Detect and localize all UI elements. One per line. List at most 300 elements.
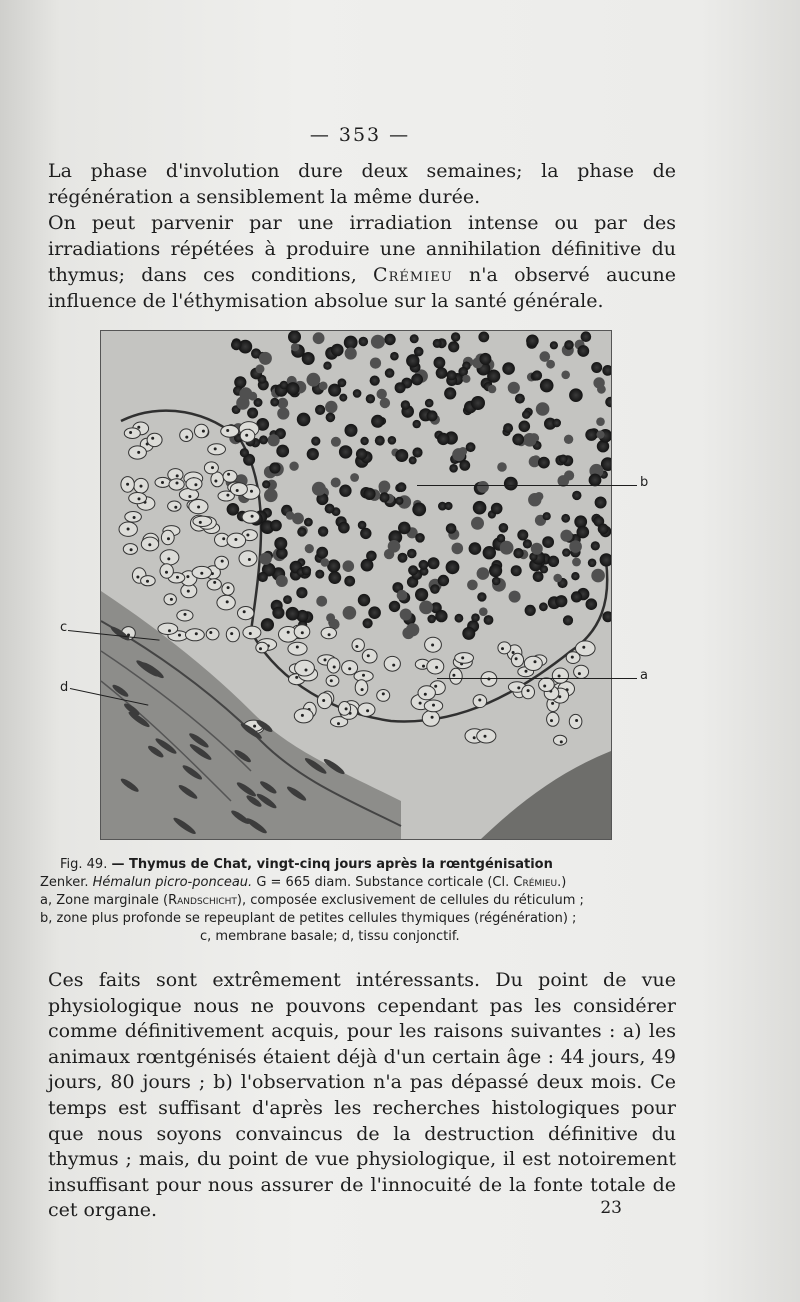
lymphocyte xyxy=(523,539,532,548)
lymphocyte xyxy=(339,394,347,402)
lymphocyte xyxy=(469,542,482,555)
lymphocyte xyxy=(345,424,358,437)
lymphocyte xyxy=(326,613,335,622)
nucleolus xyxy=(527,689,530,692)
reticulum-cell xyxy=(377,690,390,702)
lymphocyte xyxy=(270,520,282,532)
lymphocyte xyxy=(503,423,513,433)
nucleolus xyxy=(328,633,331,636)
lymphocyte xyxy=(479,607,488,616)
micrograph-illustration xyxy=(101,331,611,839)
lymphocyte xyxy=(489,564,502,577)
lymphocyte xyxy=(446,370,456,380)
reticulum-cell xyxy=(129,493,147,504)
nucleolus xyxy=(296,646,299,649)
reticulum-cell xyxy=(427,659,444,674)
nucleolus xyxy=(512,651,515,654)
lymphocyte xyxy=(438,575,449,586)
lymphocyte xyxy=(484,615,494,625)
lymphocyte xyxy=(542,536,554,548)
lymphocyte xyxy=(350,473,359,482)
nucleolus xyxy=(137,426,140,429)
paragraph-text: n'a observé aucune influence de l'éthymisation absolue sur la santé générale. xyxy=(48,264,676,312)
lymphocyte xyxy=(359,337,369,347)
nucleolus xyxy=(200,572,203,575)
nucleolus xyxy=(126,483,129,486)
paragraph-irradiation xyxy=(48,210,676,314)
lymphocyte xyxy=(459,460,470,471)
lymphocyte xyxy=(540,565,548,573)
caption-text: ), composée exclusivement de cellules du réticulum ; xyxy=(236,893,584,908)
nucleolus xyxy=(251,515,254,518)
lymphocyte xyxy=(344,576,355,587)
caption-text: Zenker. xyxy=(40,875,93,890)
lymphocyte xyxy=(286,382,299,395)
lymphocyte xyxy=(562,548,570,556)
lymphocyte xyxy=(305,544,314,553)
lymphocyte xyxy=(488,385,496,393)
lymphocyte xyxy=(477,567,490,580)
reticulum-cell xyxy=(511,653,523,666)
nucleolus xyxy=(322,699,325,702)
lymphocyte xyxy=(339,445,352,458)
lymphocyte xyxy=(508,382,520,394)
paragraph-involution: La phase d'involution dure deux semaines; la phase de régénération a sensiblement la même durée. xyxy=(48,160,676,208)
lymphocyte xyxy=(466,442,476,452)
reticulum-cell xyxy=(158,623,178,634)
reticulum-cell xyxy=(498,642,511,654)
lymphocyte xyxy=(380,398,390,408)
nucleolus xyxy=(187,590,190,593)
lymphocyte xyxy=(276,575,288,587)
nucleolus xyxy=(184,613,187,616)
lymphocyte xyxy=(292,513,304,525)
lymphocyte xyxy=(307,373,321,387)
lymphocyte xyxy=(407,549,417,559)
nucleolus xyxy=(127,528,130,531)
lymphocyte xyxy=(307,448,319,460)
lymphocyte xyxy=(363,488,375,500)
paragraph-text: On peut parvenir par une irradiation intense ou par des irradiations répétées à produire une annihilation définitive du thymus; dans ces conditions, xyxy=(48,212,676,286)
lymphocyte xyxy=(360,437,368,445)
lymphocyte xyxy=(262,480,270,488)
lymphocyte xyxy=(563,615,573,625)
nucleolus xyxy=(582,646,585,649)
reticulum-cell xyxy=(327,658,340,673)
lymphocyte xyxy=(598,524,609,535)
nucleolus xyxy=(361,688,364,691)
nucleolus xyxy=(234,538,237,541)
nucleolus xyxy=(199,521,202,524)
lymphocyte xyxy=(315,570,324,579)
nucleolus xyxy=(161,481,164,484)
lymphocyte xyxy=(247,408,258,419)
lymphocyte xyxy=(499,523,509,533)
lymphocyte xyxy=(353,389,362,398)
page-number: — 353 — xyxy=(309,124,411,146)
lymphocyte xyxy=(315,405,325,415)
nucleolus xyxy=(575,719,578,722)
lymphocyte xyxy=(384,549,394,559)
caption-line-4: b, zone plus profonde se repeuplant de petites cellules thymiques (régénération) ; xyxy=(40,911,577,926)
lymphocyte xyxy=(398,522,411,535)
lymphocyte xyxy=(388,436,397,445)
nucleolus xyxy=(176,482,179,485)
lymphocyte xyxy=(540,351,551,362)
lymphocyte xyxy=(512,434,524,446)
reticulum-cell xyxy=(288,642,307,655)
lymphocyte xyxy=(328,571,341,584)
lymphocyte xyxy=(561,371,570,380)
nucleolus xyxy=(167,537,170,540)
lymphocyte xyxy=(331,344,344,357)
lymphocyte xyxy=(555,595,567,607)
lymphocyte xyxy=(433,339,442,348)
lymphocyte xyxy=(302,566,311,575)
lymphocyte xyxy=(406,354,419,367)
lymphocyte xyxy=(415,588,428,601)
label-d: d xyxy=(60,680,69,695)
lymphocyte xyxy=(240,448,249,457)
nucleolus xyxy=(305,669,308,672)
lymphocyte xyxy=(497,534,505,542)
lymphocyte xyxy=(410,334,419,343)
lymphocyte xyxy=(415,533,425,543)
lymphocyte xyxy=(577,526,590,539)
lymphocyte xyxy=(409,456,417,464)
nucleolus xyxy=(221,560,224,563)
reticulum-cell xyxy=(539,678,555,692)
nucleolus xyxy=(226,429,229,432)
lymphocyte xyxy=(552,419,561,428)
lymphocyte xyxy=(283,595,292,604)
nucleolus xyxy=(174,506,177,509)
lymphocyte xyxy=(448,341,459,352)
nucleolus xyxy=(226,494,229,497)
lymphocyte xyxy=(449,464,458,473)
lymphocyte xyxy=(395,382,406,393)
lymphocyte xyxy=(297,413,311,427)
reticulum-cell xyxy=(124,428,140,439)
reticulum-cell xyxy=(418,686,435,700)
lymphocyte xyxy=(259,553,271,565)
lymphocyte xyxy=(390,352,399,361)
lymphocyte xyxy=(502,362,515,375)
nucleolus xyxy=(140,485,143,488)
caption-text: G = 665 diam. Substance corticale (Cl. xyxy=(252,875,514,890)
nucleolus xyxy=(136,576,139,579)
reticulum-cell xyxy=(422,711,439,727)
nucleolus xyxy=(515,657,518,660)
lymphocyte xyxy=(539,602,548,611)
nucleolus xyxy=(168,629,171,632)
lymphocyte xyxy=(319,382,328,391)
lymphocyte xyxy=(274,537,287,550)
nucleolus xyxy=(170,598,173,601)
lymphocyte xyxy=(412,503,426,517)
nucleolus xyxy=(543,685,546,688)
nucleolus xyxy=(550,719,553,722)
nucleolus xyxy=(194,483,197,486)
caption-term: Randschicht xyxy=(168,893,237,908)
lymphocyte xyxy=(395,497,403,505)
caption-text: .) xyxy=(557,875,567,890)
lymphocyte xyxy=(316,596,327,607)
nucleolus xyxy=(324,658,327,661)
nucleolus xyxy=(227,473,230,476)
lymphocyte xyxy=(535,492,544,501)
lymphocyte xyxy=(471,396,485,410)
lymphocyte xyxy=(572,491,581,500)
lymphocyte xyxy=(269,462,280,473)
lymphocyte xyxy=(389,601,400,612)
lymphocyte xyxy=(339,485,351,497)
nucleolus xyxy=(330,679,333,682)
nucleolus xyxy=(571,656,574,659)
nucleolus xyxy=(133,516,136,519)
nucleolus xyxy=(301,631,304,634)
lymphocyte xyxy=(401,400,410,409)
reticulum-cell xyxy=(206,628,219,640)
nucleolus xyxy=(214,480,217,483)
nucleolus xyxy=(226,600,229,603)
nucleolus xyxy=(129,431,132,434)
lymphocyte xyxy=(479,353,491,365)
reticulum-cell xyxy=(168,501,181,511)
reticulum-cell xyxy=(256,642,268,653)
lymphocyte xyxy=(591,541,600,550)
label-b: b xyxy=(640,475,649,490)
lymphocyte xyxy=(497,462,507,472)
lymphocyte xyxy=(343,606,357,620)
nucleolus xyxy=(209,631,212,634)
lymphocyte xyxy=(288,331,301,343)
lymphocyte xyxy=(500,541,514,555)
reticulum-cell xyxy=(547,712,559,726)
reticulum-cell xyxy=(223,470,237,482)
reticulum-cell xyxy=(215,556,229,569)
lymphocyte xyxy=(343,560,355,572)
caption-line-2 xyxy=(40,874,650,892)
figure-title: — Thymus de Chat, vingt-cinq jours après la rœntgénisation xyxy=(111,857,553,872)
figure-number: Fig. 49. xyxy=(60,857,108,872)
lymphocyte xyxy=(588,559,597,568)
lymphocyte xyxy=(543,512,551,520)
signature-mark: 23 xyxy=(600,1198,622,1218)
lymphocyte xyxy=(436,367,448,379)
nucleolus xyxy=(130,548,133,551)
nucleolus xyxy=(452,674,455,677)
lymphocyte xyxy=(452,543,464,555)
reticulum-cell xyxy=(186,478,202,490)
nucleolus xyxy=(259,647,262,650)
nucleolus xyxy=(197,506,200,509)
lymphocyte xyxy=(286,607,300,621)
lymphocyte xyxy=(577,345,589,357)
lymphocyte xyxy=(276,445,289,458)
lymphocyte xyxy=(363,618,373,628)
nucleolus xyxy=(230,632,233,635)
lymphocyte xyxy=(550,341,558,349)
lymphocyte xyxy=(413,420,421,428)
nucleolus xyxy=(432,704,435,707)
lymphocyte xyxy=(268,434,280,446)
lymphocyte xyxy=(523,433,537,447)
nucleolus xyxy=(249,632,252,635)
lymphocyte xyxy=(419,601,433,615)
lymphocyte xyxy=(462,627,475,640)
lymphocyte xyxy=(585,429,597,441)
lymphocyte xyxy=(371,335,385,349)
lymphocyte xyxy=(400,609,412,621)
lymphocyte xyxy=(538,457,550,469)
lymphocyte xyxy=(504,477,518,491)
lymphocyte xyxy=(338,522,350,534)
lymphocyte xyxy=(596,431,604,439)
nucleolus xyxy=(202,430,205,433)
nucleolus xyxy=(473,736,476,739)
lymphocyte xyxy=(428,557,440,569)
lymphocyte xyxy=(561,514,570,523)
reticulum-cell xyxy=(147,433,162,446)
lymphocyte xyxy=(540,379,554,393)
lymphocyte xyxy=(227,503,240,516)
lymphocyte xyxy=(411,374,423,386)
lymphocyte xyxy=(239,387,252,400)
reticulum-cell xyxy=(321,627,336,638)
lymphocyte xyxy=(398,553,408,563)
nucleolus xyxy=(148,543,151,546)
caption-line-5: c, membrane basale; d, tissu conjonctif. xyxy=(200,929,460,944)
lymphocyte xyxy=(296,587,307,598)
lymphocyte xyxy=(379,492,389,502)
lymphocyte xyxy=(446,560,460,574)
lymphocyte xyxy=(477,592,486,601)
label-b-leader xyxy=(417,485,637,486)
lymphocyte xyxy=(311,437,320,446)
lymphocyte xyxy=(325,401,337,413)
lymphocyte xyxy=(375,436,385,446)
lymphocyte xyxy=(435,610,447,622)
lymphocyte xyxy=(371,415,384,428)
lymphocyte xyxy=(370,376,380,386)
reticulum-cell xyxy=(295,660,315,676)
lymphocyte xyxy=(596,417,605,426)
nucleolus xyxy=(355,645,358,648)
lymphocyte xyxy=(444,387,456,399)
label-a-leader xyxy=(437,678,637,679)
lymphocyte xyxy=(344,336,358,350)
nucleolus xyxy=(287,631,290,634)
lymphocyte xyxy=(377,389,387,399)
lymphocyte xyxy=(569,388,583,402)
lymphocyte xyxy=(321,558,330,567)
lymphocyte xyxy=(412,447,422,457)
nucleolus xyxy=(167,557,170,560)
lymphocyte xyxy=(397,482,407,492)
lymphocyte xyxy=(368,606,381,619)
lymphocyte xyxy=(385,368,395,378)
reticulum-cell xyxy=(207,579,221,590)
nucleolus xyxy=(248,558,251,561)
nucleolus xyxy=(367,654,370,657)
lymphocyte xyxy=(427,615,436,624)
author-name: Crémieu xyxy=(373,264,453,286)
nucleolus xyxy=(484,735,487,738)
lymphocyte xyxy=(437,433,449,445)
nucleolus xyxy=(551,702,554,705)
label-a: a xyxy=(640,668,648,683)
lymphocyte xyxy=(571,572,579,580)
lymphocyte xyxy=(291,343,299,351)
lymphocyte xyxy=(548,556,559,567)
lymphocyte xyxy=(446,523,457,534)
lymphocyte xyxy=(345,347,357,359)
lymphocyte xyxy=(509,591,521,603)
lymphocyte xyxy=(327,559,340,572)
lymphocyte xyxy=(256,364,265,373)
lymphocyte xyxy=(430,584,440,594)
nucleolus xyxy=(337,722,340,725)
lymphocyte xyxy=(331,478,341,488)
lymphocyte xyxy=(478,332,489,343)
lymphocyte xyxy=(360,528,371,539)
nucleolus xyxy=(348,667,351,670)
lymphocyte xyxy=(297,527,306,536)
nucleolus xyxy=(534,660,537,663)
reticulum-cell xyxy=(450,668,463,684)
nucleolus xyxy=(195,632,198,635)
lymphocyte xyxy=(532,370,542,380)
lymphocyte xyxy=(492,577,501,586)
lymphocyte xyxy=(331,437,341,447)
lymphocyte xyxy=(366,551,377,562)
reticulum-cell xyxy=(239,551,257,566)
nucleolus xyxy=(366,709,369,712)
lymphocyte xyxy=(559,455,568,464)
reticulum-cell xyxy=(230,483,247,496)
nucleolus xyxy=(560,740,563,743)
caption-stain: Hémalun picro-ponceau. xyxy=(92,875,253,890)
reticulum-cell xyxy=(384,656,400,671)
caption-line-1 xyxy=(40,856,650,874)
nucleolus xyxy=(214,447,217,450)
lymphocyte xyxy=(586,598,598,610)
lymphocyte xyxy=(511,565,522,576)
nucleolus xyxy=(525,670,528,673)
reticulum-cell xyxy=(160,550,179,565)
lymphocyte xyxy=(591,362,602,373)
lymphocyte xyxy=(451,332,460,341)
lymphocyte xyxy=(323,362,331,370)
lymphocyte xyxy=(272,607,284,619)
nucleolus xyxy=(188,495,191,498)
label-c: c xyxy=(60,620,68,635)
lymphocyte xyxy=(536,402,550,416)
reticulum-cell xyxy=(243,626,261,639)
nucleolus xyxy=(246,534,249,537)
reticulum-cell xyxy=(221,425,239,437)
lymphocyte xyxy=(264,489,278,503)
lymphocyte xyxy=(419,560,429,570)
nucleolus xyxy=(431,716,434,719)
lymphocyte xyxy=(395,449,408,462)
reticulum-cell xyxy=(574,665,589,678)
lymphocyte xyxy=(491,503,503,515)
reticulum-cell xyxy=(355,680,368,696)
nucleolus xyxy=(382,692,385,695)
lymphocyte xyxy=(515,394,525,404)
